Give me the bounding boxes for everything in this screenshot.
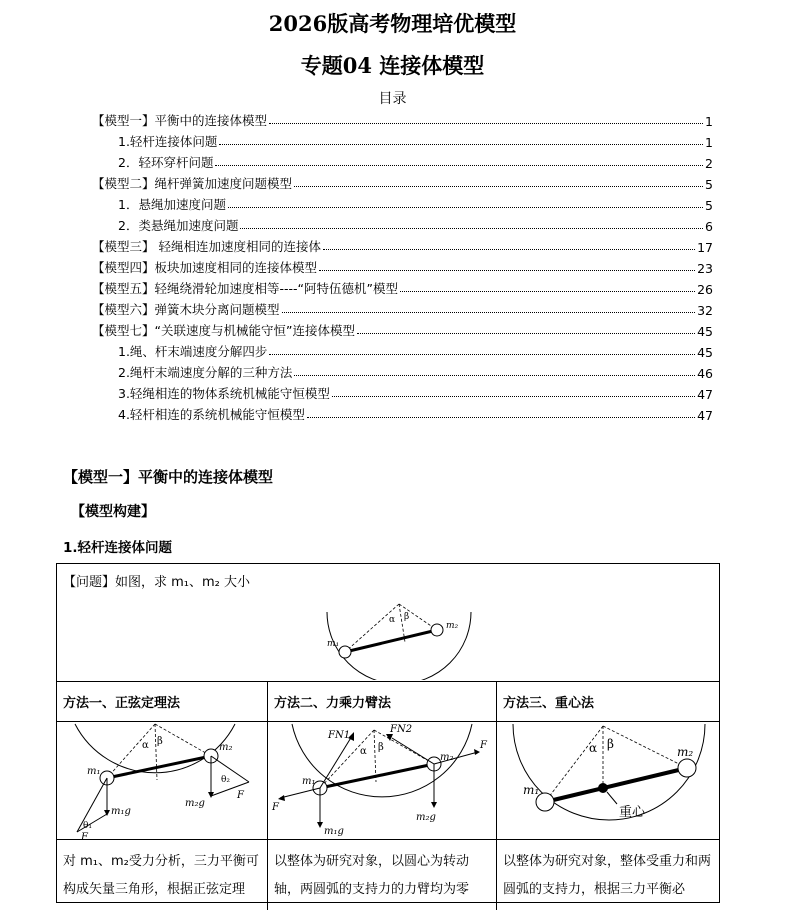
- fig1-label-f1: F: [81, 832, 88, 840]
- fig3-label-beta: β: [607, 737, 614, 751]
- method2-text: 以整体为研究对象，以圆心为转动轴，两圆弧的支持力的力臂均为零: [274, 854, 470, 897]
- method2-title: 方法二、力乘力臂法: [274, 696, 392, 711]
- method3-title: 方法三、重心法: [503, 696, 595, 711]
- fig2-label-m2g: m₂g: [416, 812, 436, 823]
- toc-entry-page: 1: [705, 135, 713, 150]
- toc-entry-label: 【模型五】轻绳绕滑轮加速度相等----“阿特伍德机”模型: [92, 281, 398, 296]
- toc-entry-label: 【模型七】“关联速度与机械能守恒”连接体模型: [92, 323, 355, 338]
- toc-entry[interactable]: [92, 276, 713, 297]
- toc-leader-dots: [228, 207, 703, 208]
- method1-figure-cell: [57, 722, 268, 840]
- toc-leader-dots: [332, 396, 695, 397]
- fig1-label-m2: m₂: [219, 742, 233, 753]
- document-title: 2026版高考物理培优模型: [268, 11, 517, 36]
- section-heading: 【模型一】平衡中的连接体模型: [63, 468, 274, 486]
- fig2-label-fn1: FN1: [328, 730, 351, 741]
- toc-entry[interactable]: [92, 192, 713, 213]
- fig1-label-m1: m₁: [87, 766, 101, 777]
- fig1-label-alpha: α: [142, 740, 149, 751]
- method2-header: [268, 682, 497, 722]
- question-figure: [319, 592, 479, 680]
- toc-heading: 目录: [378, 91, 407, 107]
- method3-figure: [497, 722, 719, 840]
- toc-entry-label: 【模型三】 轻绳相连加速度相同的连接体: [92, 239, 321, 254]
- method1-figure: [57, 722, 267, 840]
- toc-leader-dots: [400, 291, 695, 292]
- toc-entry[interactable]: [92, 213, 713, 234]
- toc-leader-dots: [294, 375, 695, 376]
- document-subtitle: 专题04 连接体模型: [300, 53, 485, 78]
- toc-entry-page: 26: [697, 282, 713, 297]
- section-subheading: 【模型构建】: [71, 504, 155, 520]
- toc-entry-label: 【模型二】绳杆弹簧加速度问题模型: [92, 176, 293, 191]
- fig-label-m1: m₁: [327, 639, 340, 649]
- fig1-label-theta2: θ₂: [221, 775, 231, 785]
- toc-entry-label: 2．类悬绳加速度问题: [118, 218, 239, 233]
- toc-entry[interactable]: [92, 108, 713, 129]
- toc-entry-label: 2．轻环穿杆问题: [118, 155, 214, 170]
- toc-entry[interactable]: [92, 402, 713, 423]
- method1-header: [57, 682, 268, 722]
- fig1-label-theta1: θ₁: [83, 821, 93, 831]
- fig3-label-m2: m₂: [677, 745, 694, 759]
- table-of-contents: [92, 108, 713, 423]
- fig1-label-m2g: m₂g: [185, 798, 205, 809]
- method2-text-cell: [268, 840, 497, 910]
- toc-entry-page: 6: [705, 219, 713, 234]
- fig-label-alpha: α: [389, 615, 396, 625]
- toc-entry-label: 【模型四】板块加速度相同的连接体模型: [92, 260, 318, 275]
- toc-entry-page: 1: [705, 114, 713, 129]
- fig2-label-f-right: F: [480, 740, 487, 751]
- method1-text-cell: [57, 840, 268, 910]
- toc-entry[interactable]: [92, 381, 713, 402]
- fig1-label-f2: F: [237, 790, 244, 801]
- toc-entry-label: 4.轻杆相连的系统机械能守恒模型: [118, 407, 305, 422]
- question-text: 【问题】如图，求 m₁、m₂ 大小: [63, 575, 251, 590]
- toc-entry-label: 3.轻绳相连的物体系统机械能守恒模型: [118, 386, 330, 401]
- toc-entry-label: 1.绳、杆末端速度分解四步: [118, 344, 268, 359]
- toc-entry-label: 【模型六】弹簧木块分离问题模型: [92, 302, 280, 317]
- fig2-label-fn2: FN2: [390, 724, 413, 735]
- toc-leader-dots: [282, 312, 696, 313]
- fig2-label-beta: β: [378, 742, 384, 753]
- toc-leader-dots: [323, 249, 695, 250]
- toc-leader-dots: [215, 165, 703, 166]
- toc-leader-dots: [240, 228, 703, 229]
- method3-text-cell: [497, 840, 719, 910]
- toc-leader-dots: [319, 270, 695, 271]
- method1-title: 方法一、正弦定理法: [63, 696, 181, 711]
- toc-entry-page: 45: [697, 345, 713, 360]
- topic-heading: 1.轻杆连接体问题: [63, 540, 173, 556]
- fig2-label-alpha: α: [360, 746, 367, 757]
- method2-figure: [268, 722, 496, 840]
- toc-leader-dots: [294, 186, 703, 187]
- toc-entry-label: 1．悬绳加速度问题: [118, 197, 226, 212]
- fig3-label-m1: m₁: [523, 783, 540, 797]
- toc-leader-dots: [219, 144, 703, 145]
- toc-entry[interactable]: [92, 150, 713, 171]
- toc-entry[interactable]: [92, 360, 713, 381]
- fig1-label-beta: β: [157, 736, 163, 747]
- method2-figure-cell: [268, 722, 497, 840]
- toc-entry[interactable]: [92, 318, 713, 339]
- toc-entry[interactable]: [92, 129, 713, 150]
- toc-entry[interactable]: [92, 255, 713, 276]
- toc-entry-page: 46: [697, 366, 713, 381]
- toc-entry-page: 23: [697, 261, 713, 276]
- toc-entry[interactable]: [92, 171, 713, 192]
- fig3-label-alpha: α: [589, 741, 598, 755]
- method1-text: 对 m₁、m₂受力分析，三力平衡可构成矢量三角形，根据正弦定理: [63, 854, 259, 897]
- toc-entry[interactable]: [92, 297, 713, 318]
- toc-entry-page: 2: [705, 156, 713, 171]
- toc-entry-page: 5: [705, 198, 713, 213]
- method3-figure-cell: [497, 722, 719, 840]
- method-table: [56, 563, 720, 903]
- toc-leader-dots: [269, 354, 695, 355]
- toc-entry-page: 47: [697, 387, 713, 402]
- fig-label-beta: β: [404, 612, 410, 622]
- toc-leader-dots: [269, 123, 703, 124]
- toc-entry[interactable]: [92, 339, 713, 360]
- toc-entry-page: 32: [697, 303, 713, 318]
- fig1-label-m1g: m₁g: [111, 806, 131, 817]
- toc-entry[interactable]: [92, 234, 713, 255]
- question-cell: [57, 564, 719, 682]
- toc-entry-label: 2.绳杆末端速度分解的三种方法: [118, 365, 293, 380]
- toc-entry-page: 45: [697, 324, 713, 339]
- toc-leader-dots: [307, 417, 695, 418]
- method3-text: 以整体为研究对象，整体受重力和两圆弧的支持力，根据三力平衡必: [503, 854, 712, 897]
- toc-entry-label: 1.轻杆连接体问题: [118, 134, 218, 149]
- fig-label-m2: m₂: [446, 621, 459, 631]
- method3-header: [497, 682, 719, 722]
- toc-entry-page: 47: [697, 408, 713, 423]
- fig2-label-m1g: m₁g: [324, 826, 344, 837]
- fig2-label-f-left: F: [272, 802, 279, 813]
- toc-entry-label: 【模型一】平衡中的连接体模型: [92, 113, 268, 128]
- toc-entry-page: 17: [697, 240, 713, 255]
- toc-leader-dots: [357, 333, 695, 334]
- fig3-label-center: 重心: [619, 805, 646, 820]
- fig2-label-m2: m₂: [440, 752, 454, 763]
- toc-entry-page: 5: [705, 177, 713, 192]
- fig2-label-m1: m₁: [302, 776, 316, 787]
